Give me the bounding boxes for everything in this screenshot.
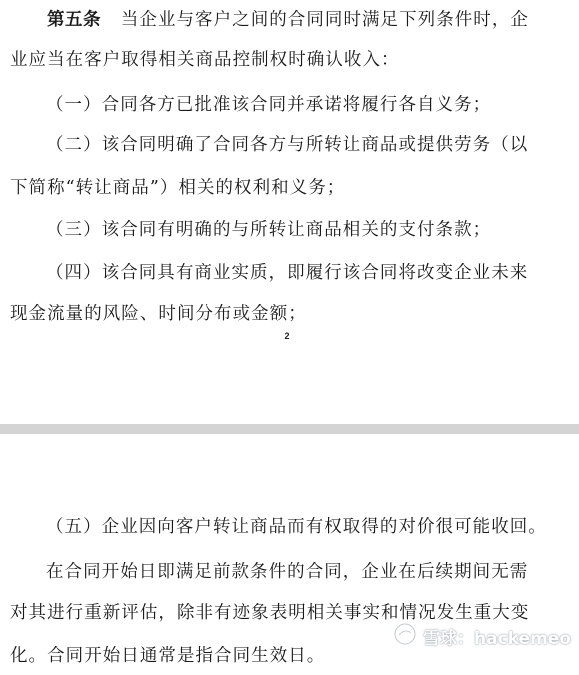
page-separator: [0, 424, 579, 434]
condition-5: （五）企业因向客户转让商品而有权取得的对价很可能收回。: [46, 517, 547, 537]
article-label: 第五条: [47, 10, 101, 30]
snowball-logo-icon: [393, 622, 417, 651]
page-number: 2: [284, 331, 290, 341]
condition-2-line-1: （二）该合同明确了合同各方与所转让商品或提供劳务（以: [46, 135, 529, 155]
watermark: [393, 623, 571, 649]
condition-2-line-2: 下简称“转让商品”）相关的权利和义务；: [10, 178, 346, 198]
condition-4-line-1: （四）该合同具有商业实质，即履行该合同将改变企业未来: [46, 263, 529, 283]
paragraph-line: 在合同开始日即满足前款条件的合同，企业在后续期间无需: [46, 562, 529, 582]
watermark-text: 雪球：hackemeo: [423, 628, 571, 649]
paragraph-line: 对其进行重新评估，除非有迹象表明相关事实和情况发生重大变: [10, 603, 530, 623]
condition-3: （三）该合同有明确的与所转让商品相关的支付条款；: [46, 220, 492, 240]
article-5-line-1: [47, 8, 579, 32]
condition-4-line-2: 现金流量的风险、时间分布或金额；: [10, 304, 307, 324]
paragraph-line: 化。合同开始日通常是指合同生效日。: [10, 646, 326, 666]
article-5-text: 当企业与客户之间的合同同时满足下列条件时，企: [120, 10, 529, 30]
condition-1: （一）合同各方已批准该合同并承诺将履行各自义务；: [46, 95, 492, 115]
paragraph-line: 业应当在客户取得相关商品控制权时确认收入：: [10, 50, 400, 70]
